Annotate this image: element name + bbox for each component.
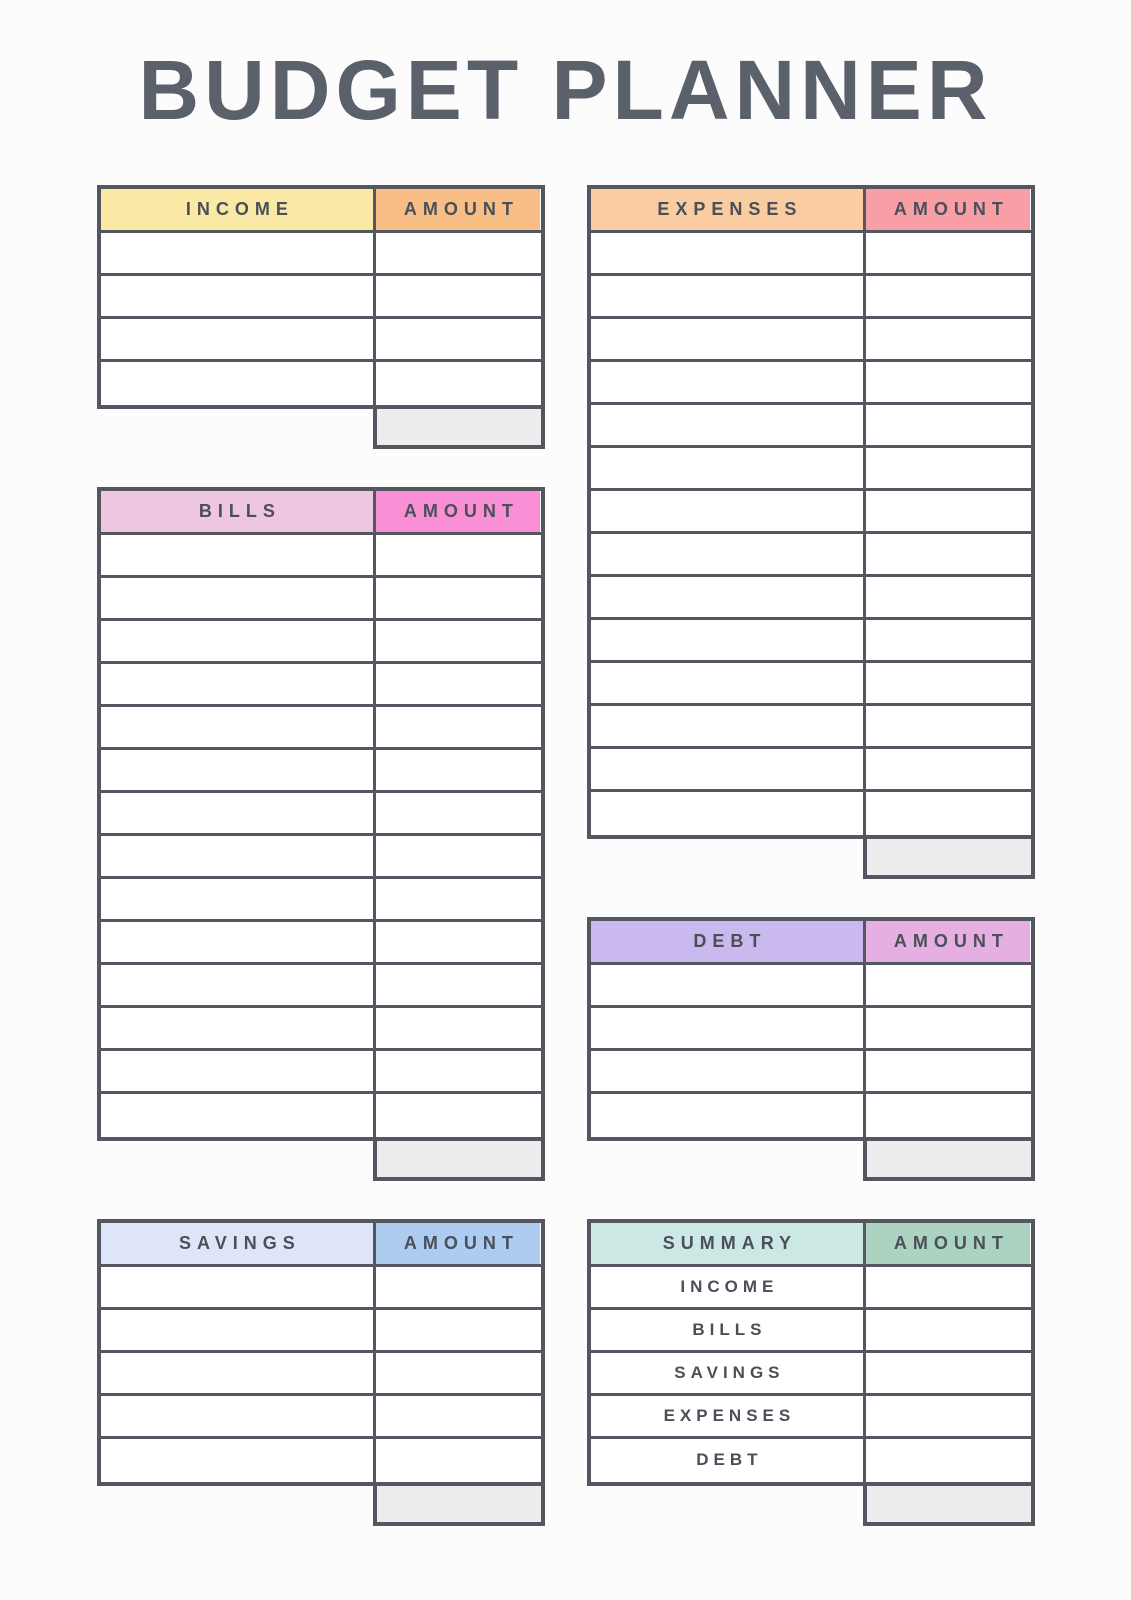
savings-total-cell [373,1482,544,1526]
bills-amount-cell [373,707,540,747]
bills-amount-cell [373,578,540,618]
expenses-amount-cell [863,448,1030,488]
expenses-amount-cell [863,362,1030,402]
savings-table-header [101,1223,541,1267]
debt-table [587,917,1035,1181]
bills-table-row [101,1008,541,1051]
debt-amount-cell [863,1008,1030,1048]
debt-table-grid [587,917,1035,1141]
expenses-item-cell [591,319,864,359]
bills-table-row [101,664,541,707]
bills-table-row [101,621,541,664]
savings-amount-header-cell: AMOUNT [373,1223,540,1264]
expenses-amount-cell [863,534,1030,574]
debt-table-row [591,1051,1031,1094]
expenses-amount-cell [863,276,1030,316]
savings-item-cell [101,1353,374,1393]
summary-row-label: DEBT [696,1450,763,1470]
summary-row-label: BILLS [692,1319,767,1339]
income-table-grid [97,185,545,409]
debt-amount-header-cell: AMOUNT [863,921,1030,962]
bills-item-cell [101,1008,374,1048]
expenses-table-row [591,362,1031,405]
expenses-item-cell [591,749,864,789]
expenses-item-cell [591,792,864,835]
savings-table-body [101,1267,541,1482]
expenses-item-cell [591,405,864,445]
income-table-header [101,189,541,233]
summary-row-label: INCOME [680,1276,779,1296]
bills-table-row [101,1094,541,1137]
debt-item-cell [591,1094,864,1137]
summary-total-cell [863,1482,1034,1526]
debt-table-header [591,921,1031,965]
expenses-amount-cell [863,233,1030,273]
bills-table [97,487,545,1181]
bills-amount-cell [373,1051,540,1091]
summary-table [587,1219,1035,1526]
bills-item-cell [101,879,374,919]
bills-item-cell [101,621,374,661]
summary-table-row [591,1267,1031,1310]
bills-table-row [101,578,541,621]
bills-item-cell [101,750,374,790]
left-column [97,185,545,1526]
summary-table-row [591,1439,1031,1482]
savings-table-row [101,1310,541,1353]
bills-amount-cell [373,664,540,704]
expenses-table-row [591,448,1031,491]
bills-item-cell [101,707,374,747]
income-amount-header-cell: AMOUNT [373,189,540,230]
expenses-amount-cell [863,491,1030,531]
bills-amount-cell [373,750,540,790]
debt-amount-cell [863,965,1030,1005]
summary-amount-cell [863,1310,1030,1350]
savings-table-row [101,1396,541,1439]
bills-item-cell [101,965,374,1005]
summary-table-header [591,1223,1031,1267]
summary-header-cell: SUMMARY [591,1223,864,1264]
bills-table-row [101,750,541,793]
summary-table-row [591,1396,1031,1439]
bills-item-cell [101,836,374,876]
bills-amount-header-cell: AMOUNT [373,491,540,532]
expenses-item-cell [591,233,864,273]
expenses-item-cell [591,362,864,402]
bills-table-header [101,491,541,535]
expenses-amount-cell [863,620,1030,660]
expenses-table [587,185,1035,879]
bills-item-cell [101,793,374,833]
income-table-row [101,233,541,276]
expenses-table-row [591,749,1031,792]
savings-table-row [101,1439,541,1482]
debt-amount-cell [863,1094,1030,1137]
debt-item-cell [591,965,864,1005]
summary-row-label: SAVINGS [674,1362,785,1382]
savings-amount-cell [373,1353,540,1393]
debt-amount-cell [863,1051,1030,1091]
summary-amount-cell [863,1396,1030,1436]
bills-table-row [101,793,541,836]
bills-table-row [101,836,541,879]
expenses-item-cell [591,663,864,703]
debt-item-cell [591,1008,864,1048]
summary-table-row [591,1353,1031,1396]
expenses-amount-header-cell: AMOUNT [863,189,1030,230]
debt-table-row [591,1008,1031,1051]
expenses-item-cell [591,620,864,660]
expenses-table-row [591,792,1031,835]
expenses-table-row [591,405,1031,448]
income-table-body [101,233,541,405]
summary-row-label: EXPENSES [663,1405,796,1425]
expenses-item-cell [591,577,864,617]
bills-amount-cell [373,1008,540,1048]
savings-item-cell [101,1267,374,1307]
income-table-row [101,276,541,319]
expenses-item-cell [591,491,864,531]
expenses-table-header [591,189,1031,233]
bills-table-grid [97,487,545,1141]
expenses-amount-cell [863,706,1030,746]
income-amount-cell [373,233,540,273]
income-item-cell [101,362,374,405]
debt-header-cell: DEBT [591,921,864,962]
expenses-table-row [591,577,1031,620]
page-title: BUDGET PLANNER [138,43,993,137]
income-amount-cell [373,319,540,359]
bills-table-row [101,535,541,578]
bills-item-cell [101,664,374,704]
expenses-table-row [591,491,1031,534]
debt-total-cell [863,1137,1034,1181]
bills-table-row [101,965,541,1008]
savings-item-cell [101,1310,374,1350]
savings-item-cell [101,1396,374,1436]
expenses-table-row [591,663,1031,706]
income-table [97,185,545,449]
savings-table [97,1219,545,1526]
summary-table-grid [587,1219,1035,1486]
income-table-row [101,362,541,405]
bills-amount-cell [373,535,540,575]
right-column [587,185,1035,1526]
expenses-total-cell [863,835,1034,879]
expenses-amount-cell [863,405,1030,445]
expenses-amount-cell [863,792,1030,835]
income-amount-cell [373,276,540,316]
savings-amount-cell [373,1396,540,1436]
debt-table-row [591,1094,1031,1137]
tables-layout [97,185,1035,1526]
income-table-row [101,319,541,362]
expenses-table-row [591,319,1031,362]
income-total-cell [373,405,544,449]
bills-amount-cell [373,922,540,962]
bills-item-cell [101,922,374,962]
savings-item-cell [101,1439,374,1482]
bills-amount-cell [373,879,540,919]
summary-amount-cell [863,1439,1030,1482]
savings-amount-cell [373,1310,540,1350]
income-header-cell: INCOME [101,189,374,230]
expenses-amount-cell [863,577,1030,617]
debt-table-body [591,965,1031,1137]
expenses-amount-cell [863,749,1030,789]
summary-amount-cell [863,1353,1030,1393]
bills-table-row [101,922,541,965]
bills-item-cell [101,578,374,618]
bills-table-row [101,879,541,922]
bills-amount-cell [373,836,540,876]
expenses-table-row [591,534,1031,577]
expenses-table-row [591,620,1031,663]
income-amount-cell [373,362,540,405]
expenses-item-cell [591,448,864,488]
expenses-amount-cell [863,319,1030,359]
summary-table-body [591,1267,1031,1482]
bills-amount-cell [373,1094,540,1137]
expenses-item-cell [591,534,864,574]
bills-item-cell [101,1051,374,1091]
debt-item-cell [591,1051,864,1091]
bills-table-row [101,1051,541,1094]
expenses-item-cell [591,276,864,316]
summary-amount-cell [863,1267,1030,1307]
bills-table-body [101,535,541,1137]
expenses-table-row [591,233,1031,276]
savings-table-grid [97,1219,545,1486]
savings-header-cell: SAVINGS [101,1223,374,1264]
expenses-table-row [591,276,1031,319]
income-item-cell [101,233,374,273]
bills-table-row [101,707,541,750]
bills-amount-cell [373,793,540,833]
bills-amount-cell [373,621,540,661]
expenses-table-grid [587,185,1035,839]
summary-amount-header-cell: AMOUNT [863,1223,1030,1264]
savings-table-row [101,1353,541,1396]
bills-item-cell [101,1094,374,1137]
debt-table-row [591,965,1031,1008]
savings-table-row [101,1267,541,1310]
income-item-cell [101,319,374,359]
expenses-table-body [591,233,1031,835]
bills-amount-cell [373,965,540,1005]
bills-header-cell: BILLS [101,491,374,532]
expenses-table-row [591,706,1031,749]
expenses-item-cell [591,706,864,746]
summary-table-row [591,1310,1031,1353]
bills-item-cell [101,535,374,575]
savings-amount-cell [373,1267,540,1307]
expenses-header-cell: EXPENSES [591,189,864,230]
savings-amount-cell [373,1439,540,1482]
bills-total-cell [373,1137,544,1181]
income-item-cell [101,276,374,316]
expenses-amount-cell [863,663,1030,703]
